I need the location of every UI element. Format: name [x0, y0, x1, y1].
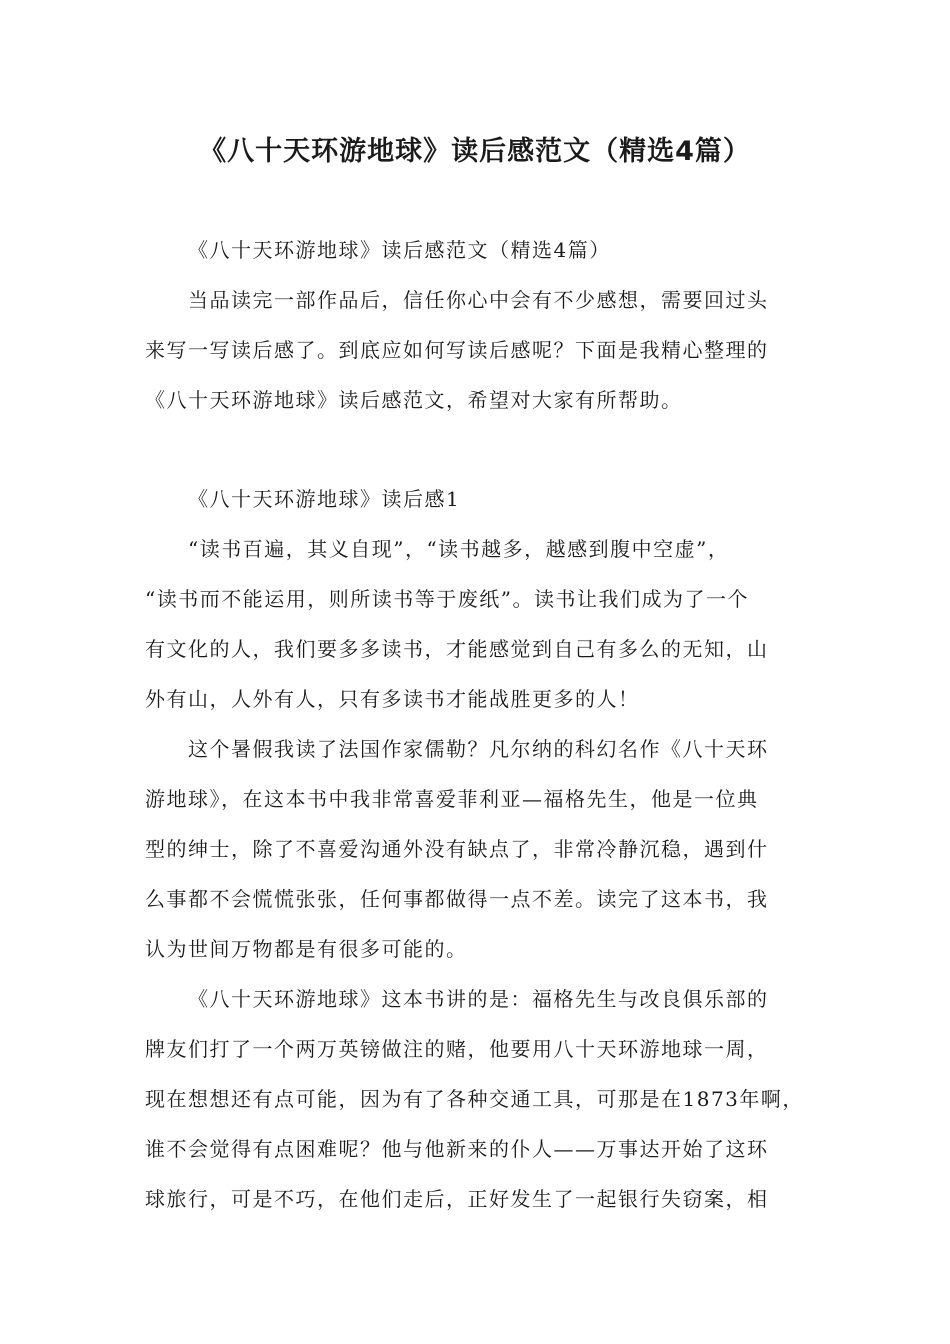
paragraph-line: “读书而不能运用，则所读书等于废纸”。读书让我们成为了一个 [145, 587, 749, 611]
intro-line: 当品读完一部作品后，信任你心中会有不少感想，需要回过头 [188, 288, 769, 312]
intro-line: 来写一写读后感了。到底应如何写读后感呢？下面是我精心整理的 [145, 338, 769, 362]
paragraph-line: 谁不会觉得有点困难呢？他与他新来的仆人——万事达开始了这环 [145, 1137, 769, 1161]
paragraph-line: 认为世间万物都是有很多可能的。 [145, 937, 468, 961]
paragraph-line: “读书百遍，其义自现”，“读书越多，越感到腹中空虚”， [188, 537, 730, 561]
paragraph-line: 牌友们打了一个两万英镑做注的赌，他要用八十天环游地球一周， [145, 1037, 769, 1061]
section-heading: 《八十天环游地球》读后感1 [188, 487, 461, 511]
paragraph-line: 有文化的人，我们要多多读书，才能感觉到自己有多么的无知，山 [145, 637, 769, 661]
subtitle-line: 《八十天环游地球》读后感范文（精选4篇） [188, 238, 611, 262]
intro-line: 《八十天环游地球》读后感范文，希望对大家有所帮助。 [145, 388, 683, 412]
paragraph-line: 么事都不会慌慌张张，任何事都做得一点不差。读完了这本书，我 [145, 887, 769, 911]
document-title: 《八十天环游地球》读后感范文（精选4篇） [199, 136, 751, 167]
paragraph-line: 型的绅士，除了不喜爱沟通外没有缺点了，非常冷静沉稳，遇到什 [145, 837, 769, 861]
paragraph-line: 现在想想还有点可能，因为有了各种交通工具，可那是在1873年啊， [145, 1087, 804, 1111]
paragraph-line: 球旅行，可是不巧，在他们走后，正好发生了一起银行失窃案，相 [145, 1187, 769, 1211]
paragraph-line: 这个暑假我读了法国作家儒勒？凡尔纳的科幻名作《八十天环 [188, 737, 769, 761]
paragraph-line: 外有山，人外有人，只有多读书才能战胜更多的人！ [145, 687, 640, 711]
paragraph-line: 《八十天环游地球》这本书讲的是：福格先生与改良俱乐部的 [188, 987, 769, 1011]
paragraph-line: 游地球》，在这本书中我非常喜爱菲利亚—福格先生，他是一位典 [145, 787, 759, 811]
